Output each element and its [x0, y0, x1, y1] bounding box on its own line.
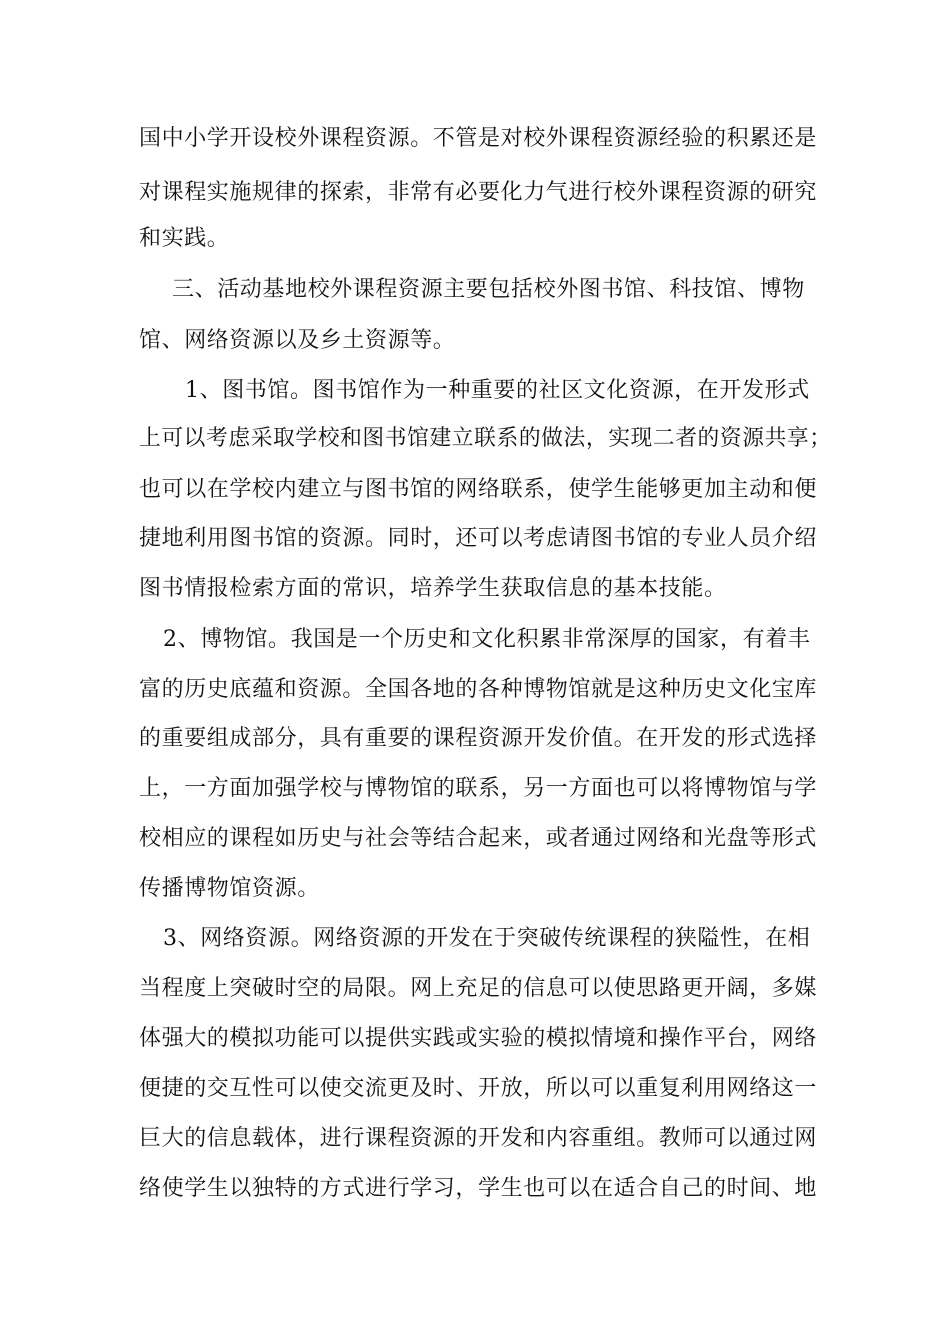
text-line: 富的历史底蕴和资源。全国各地的各种博物馆就是这种历史文化宝库 — [139, 677, 818, 702]
text-line: 当程度上突破时空的局限。网上充足的信息可以使思路更开阔，多媒 — [139, 976, 818, 1001]
text-line: 对课程实施规律的探索，非常有必要化力气进行校外课程资源的研究 — [139, 180, 818, 205]
text-line: 捷地利用图书馆的资源。同时，还可以考虑请图书馆的专业人员介绍 — [139, 526, 818, 551]
text-line: 国中小学开设校外课程资源。不管是对校外课程资源经验的积累还是 — [139, 126, 818, 151]
text-line: 上可以考虑采取学校和图书馆建立联系的做法，实现二者的资源共享； — [139, 426, 832, 451]
text-line: 体强大的模拟功能可以提供实践或实验的模拟情境和操作平台，网络 — [139, 1026, 818, 1051]
text-line: 1、图书馆。图书馆作为一种重要的社区文化资源，在开发形式 — [185, 378, 810, 403]
text-line: 传播博物馆资源。 — [139, 876, 320, 901]
text-line: 上，一方面加强学校与博物馆的联系，另一方面也可以将博物馆与学 — [139, 776, 818, 801]
text-line: 三、活动基地校外课程资源主要包括校外图书馆、科技馆、博物 — [172, 277, 805, 302]
text-line: 和实践。 — [139, 226, 230, 251]
text-line: 络使学生以独特的方式进行学习，学生也可以在适合自己的时间、地 — [139, 1176, 818, 1201]
text-line: 的重要组成部分，具有重要的课程资源开发价值。在开发的形式选择 — [139, 726, 818, 751]
text-line: 3、网络资源。网络资源的开发在于突破传统课程的狭隘性，在相 — [163, 926, 811, 951]
text-line: 便捷的交互性可以使交流更及时、开放，所以可以重复利用网络这一 — [139, 1076, 818, 1101]
text-line: 图书情报检索方面的常识，培养学生获取信息的基本技能。 — [139, 576, 727, 601]
text-line: 2、博物馆。我国是一个历史和文化积累非常深厚的国家，有着丰 — [163, 627, 811, 652]
text-line: 校相应的课程如历史与社会等结合起来，或者通过网络和光盘等形式 — [139, 826, 818, 851]
text-line: 馆、网络资源以及乡土资源等。 — [139, 328, 456, 353]
text-line: 巨大的信息载体，进行课程资源的开发和内容重组。教师可以通过网 — [139, 1126, 818, 1151]
text-line: 也可以在学校内建立与图书馆的网络联系，使学生能够更加主动和便 — [139, 477, 818, 502]
